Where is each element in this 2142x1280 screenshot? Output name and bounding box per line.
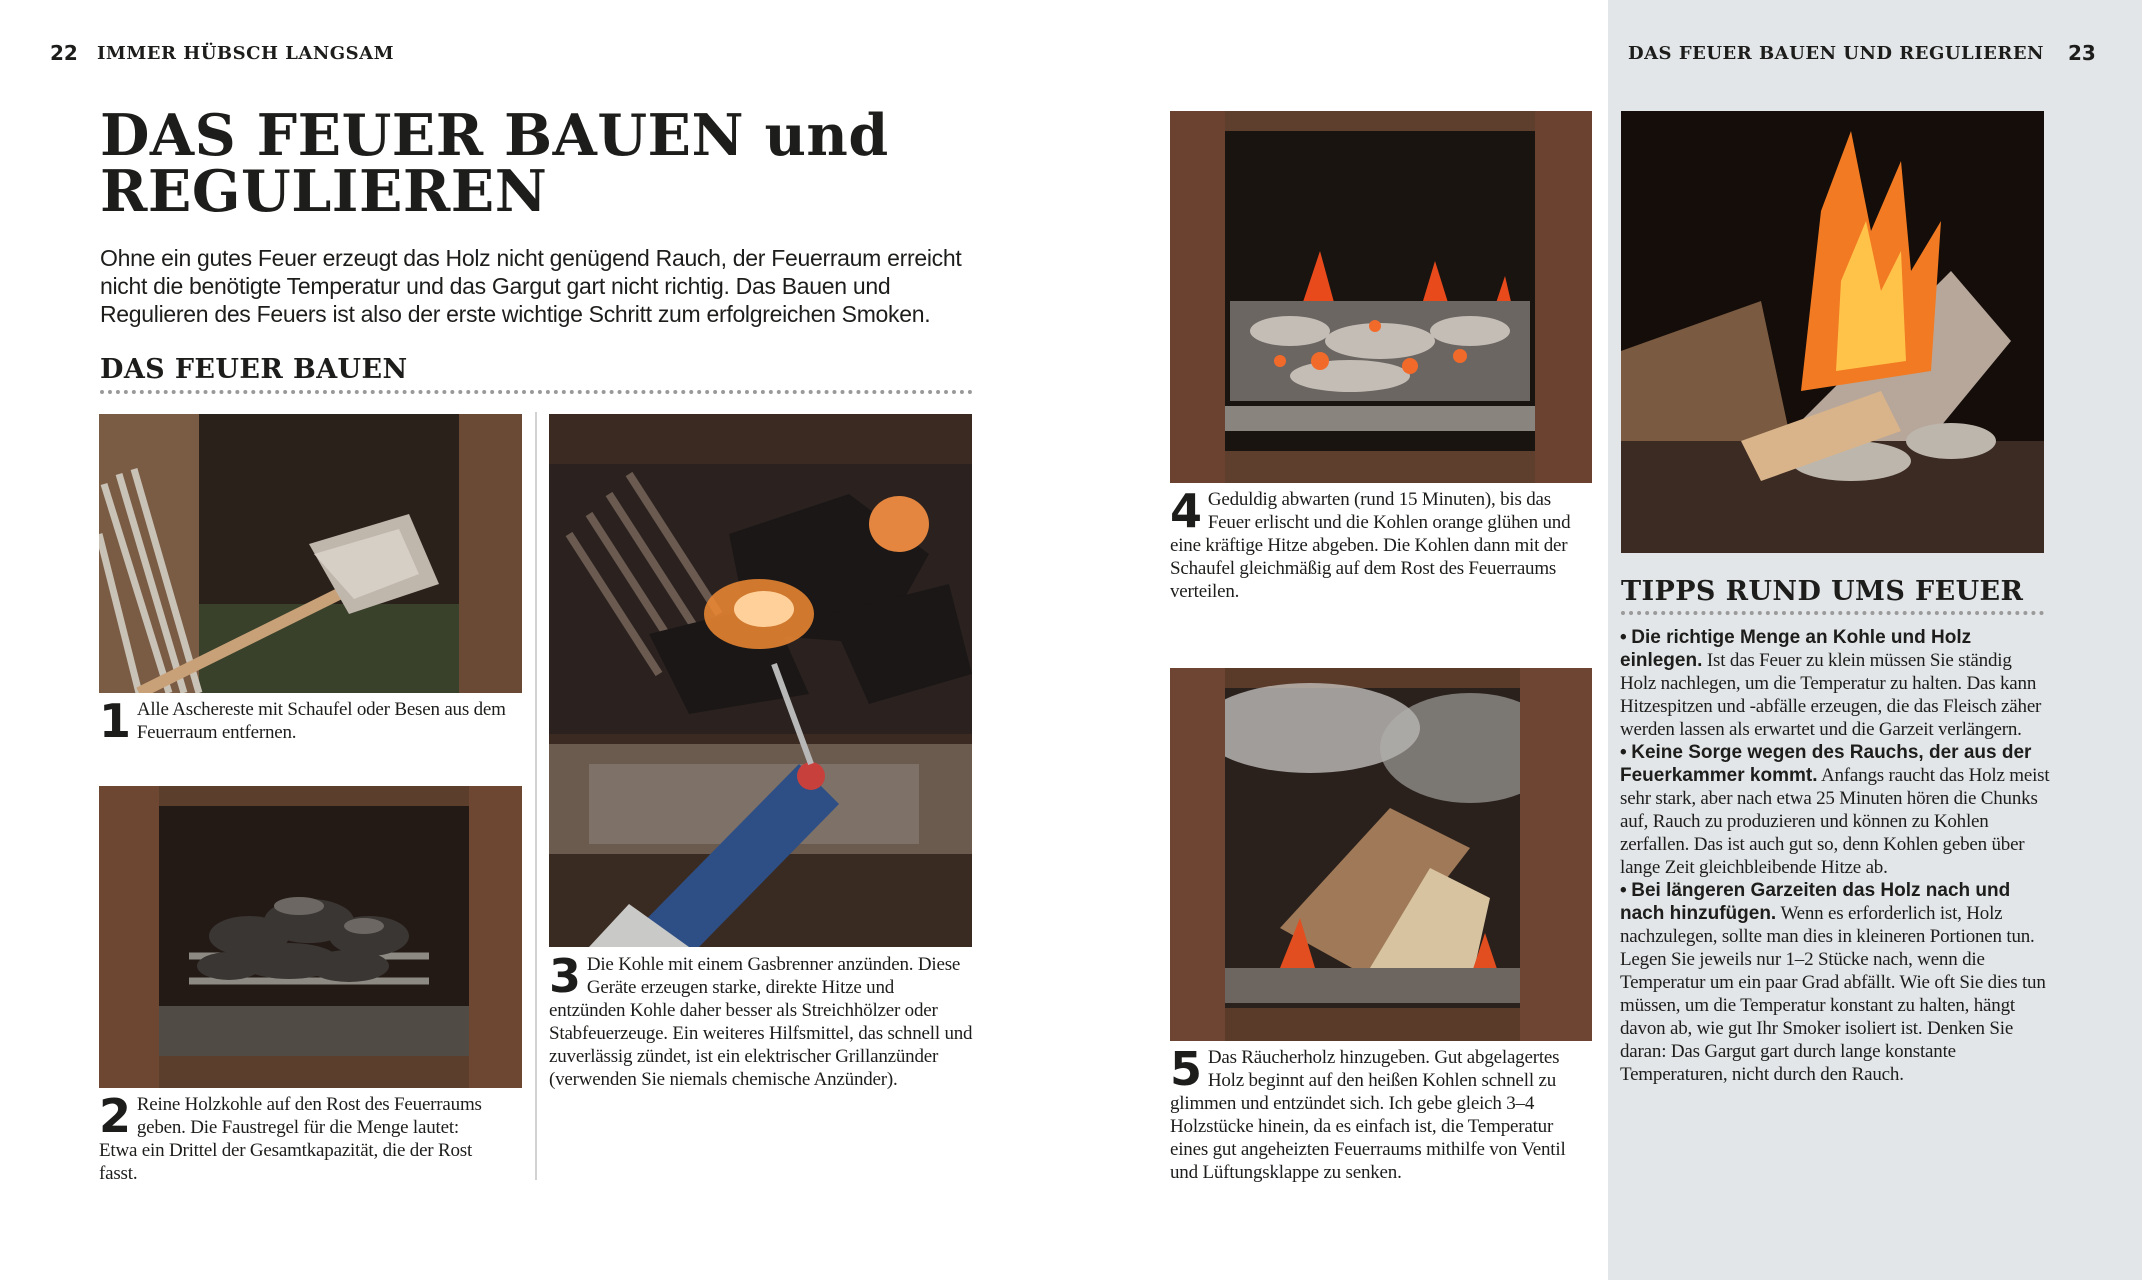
step-4-number: 4 bbox=[1170, 484, 1202, 538]
page-title-line-1: DAS FEUER BAUEN und bbox=[100, 102, 889, 169]
tip-lead: Die richtige Menge an Kohle und Holz einlegen. bbox=[1620, 627, 1972, 671]
tip-text: Wenn es erforderlich ist, Holz nachzulegen, sollte man dies in kleineren Portionen tun. Legen Sie jeweils nur 1–2 Stücke nach, wenn die Temperatur um ein paar Grad abfällt. Wie oft Sie dies tun müssen, um die Temperatur konstant zu halten, hängt davon ab, wie gut Ihr Smoker isoliert ist. Denken Sie daran: Das Gargut gart durch lange konstante Temperaturen, nicht durch den Rauch. bbox=[1620, 903, 2046, 1085]
step-1-number: 1 bbox=[99, 694, 131, 748]
tip-text: Ist das Feuer zu klein müssen Sie ständig Holz nachlegen, um die Temperatur zu halten. Das kann Hitzespitzen und -abfälle erzeugen, die das Fleisch zäher werden lassen als erwartet und die Garzeit verlängern. bbox=[1620, 650, 2042, 740]
tip-bullet: • bbox=[1620, 880, 1627, 901]
right-running-head: DAS FEUER BAUEN UND REGULIEREN bbox=[1627, 43, 2044, 64]
ash-shovel-photo bbox=[99, 414, 522, 693]
smoking-wood-photo bbox=[1170, 668, 1592, 1041]
step-5-caption bbox=[1170, 1042, 1585, 1184]
tips-heading: TIPPS RUND UMS FEUER bbox=[1621, 576, 2024, 607]
step-3-text: Die Kohle mit einem Gasbrenner anzünden. Diese Geräte erzeugen starke, direkte Hitze und entzünden Kohle daher besser als Streichhölzer oder Stabfeuerzeuge. Ein weiteres Hilfsmittel, das schnell und zuverlässig zündet, ist ein elektrischer Grillanzünder (verwenden Sie niemals chemische Anzünder). bbox=[549, 954, 973, 1090]
tip-item bbox=[1620, 741, 2050, 879]
tips-list bbox=[1620, 626, 2050, 1086]
tips-divider bbox=[1621, 611, 2044, 615]
step-1-text: Alle Aschereste mit Schaufel oder Besen aus dem Feuerraum entfernen. bbox=[136, 699, 506, 743]
tip-item bbox=[1620, 879, 2050, 1086]
step-5-text: Das Räucherholz hinzugeben. Gut abgelagertes Holz beginnt auf den heißen Kohlen schnell zu glimmen und entzündet sich. Ich gebe gleich 3–4 Holzstücke hinein, da es einfach ist, die Temperatur eines gut angeheizten Feuerraums mithilfe von Ventil und Lüftungsklappe zu senken. bbox=[1170, 1047, 1566, 1183]
charcoal-grate-photo bbox=[99, 786, 522, 1088]
step-4-caption bbox=[1170, 484, 1585, 603]
tip-bullet: • bbox=[1620, 627, 1627, 648]
tip-item bbox=[1620, 626, 2050, 741]
step-1-caption bbox=[99, 694, 524, 748]
section-heading: DAS FEUER BAUEN bbox=[100, 354, 408, 385]
step-3-caption bbox=[549, 949, 974, 1091]
tip-text: Anfangs raucht das Holz meist sehr stark, aber nach etwa 25 Minuten hören die Chunks auf, Rauch zu produzieren und können zu Kohlen zerfallen. Das ist auch gut so, denn Kohlen geben über lange Zeit gleichbleibende Hitze ab. bbox=[1620, 765, 2050, 878]
gas-torch-photo bbox=[549, 414, 972, 947]
right-page-number: 23 bbox=[2068, 41, 2096, 65]
step-4-text: Geduldig abwarten (rund 15 Minuten), bis das Feuer erlischt und die Kohlen orange glühen und eine kräftige Hitze abgeben. Die Kohlen dann mit der Schaufel gleichmäßig auf dem Rost des Feuerraums verteilen. bbox=[1170, 489, 1571, 602]
open-fire-photo bbox=[1621, 111, 2044, 553]
intro-paragraph: Ohne ein gutes Feuer erzeugt das Holz nicht genügend Rauch, der Feuerraum erreicht nicht die benötigte Temperatur und das Gargut gart nicht richtig. Das Bauen und Regulieren des Feuers ist also der erste wichtige Schritt zum erfolgreichen Smoken. bbox=[100, 245, 962, 327]
page-title bbox=[100, 102, 920, 225]
left-running-head: IMMER HÜBSCH LANGSAM bbox=[97, 43, 395, 64]
step-5-number: 5 bbox=[1170, 1042, 1202, 1096]
tip-lead: Bei längeren Garzeiten das Holz nach und nach hinzufügen. bbox=[1620, 880, 2011, 924]
left-page-number: 22 bbox=[50, 41, 78, 65]
step-2-number: 2 bbox=[99, 1089, 131, 1143]
step-3-number: 3 bbox=[549, 949, 581, 1003]
tip-bullet: • bbox=[1620, 742, 1627, 763]
section-divider bbox=[100, 390, 973, 394]
tip-lead: Keine Sorge wegen des Rauchs, der aus der Feuerkammer kommt. bbox=[1620, 742, 2032, 786]
step-2-caption bbox=[99, 1089, 484, 1185]
step-2-text: Reine Holzkohle auf den Rost des Feuerraums geben. Die Faustregel für die Menge lautet: Etwa ein Drittel der Gesamtkapazität, die der Rost fasst. bbox=[99, 1094, 482, 1184]
page-title-line-2: REGULIEREN bbox=[100, 158, 548, 225]
glowing-coals-photo bbox=[1170, 111, 1592, 483]
column-divider bbox=[535, 412, 537, 1180]
